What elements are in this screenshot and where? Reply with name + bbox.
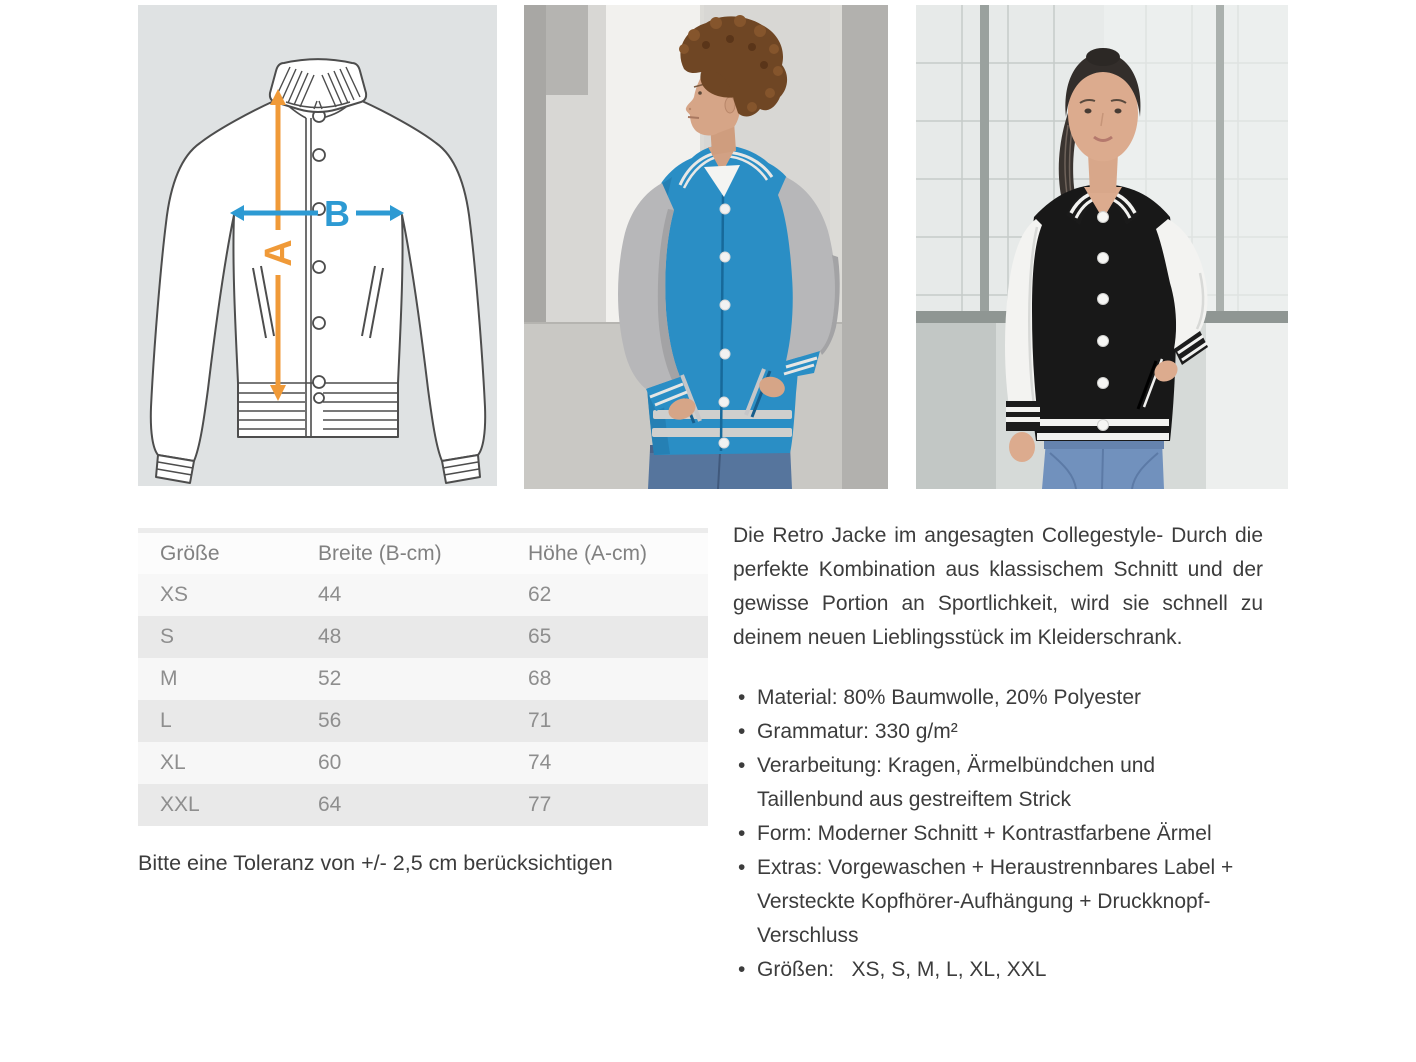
description-paragraph: Die Retro Jacke im angesagten Collegestyle- Durch die perfekte Kombination aus klassischem Schnitt und der gewisse Portion an Sportlichkeit, wird sie schnell zu deinem neuen Lieblingsstück im Kleiderschrank. bbox=[733, 524, 1263, 649]
cell-groesse: L bbox=[160, 709, 172, 732]
cell-hoehe: 68 bbox=[528, 667, 552, 690]
cell-breite: 44 bbox=[318, 583, 342, 606]
cell-groesse: M bbox=[160, 667, 178, 690]
feature-item: • Material: 80% Baumwolle, 20% Polyester bbox=[733, 681, 1263, 715]
feature-item: • Form: Moderner Schnitt + Kontrastfarbene Ärmel bbox=[733, 817, 1263, 851]
cell-hoehe: 77 bbox=[528, 793, 552, 816]
column-header-breite: Breite (B-cm) bbox=[318, 531, 528, 575]
size-table-row bbox=[138, 574, 708, 616]
size-table-row bbox=[138, 616, 708, 658]
product-photo-women bbox=[916, 5, 1288, 489]
feature-item: • Größen: XS, S, M, L, XL, XXL bbox=[733, 953, 1263, 987]
feature-item: • Grammatur: 330 g/m² bbox=[733, 715, 1263, 749]
size-diagram-image bbox=[138, 5, 497, 486]
photo-women-illustration bbox=[916, 5, 1288, 489]
column-header-hoehe: Höhe (A-cm) bbox=[528, 531, 708, 575]
size-table-row bbox=[138, 700, 708, 742]
size-table-row bbox=[138, 658, 708, 700]
feature-list bbox=[733, 681, 1263, 987]
measurement-label-b: B bbox=[324, 193, 350, 234]
cell-breite: 56 bbox=[318, 709, 342, 732]
cell-hoehe: 71 bbox=[528, 709, 552, 732]
tolerance-note: Bitte eine Toleranz von +/- 2,5 cm berücksichtigen bbox=[138, 851, 613, 875]
cell-breite: 48 bbox=[318, 625, 342, 648]
feature-item: • Verarbeitung: Kragen, Ärmelbündchen und Taillenbund aus gestreiftem Strick bbox=[733, 749, 1263, 817]
product-description bbox=[733, 519, 1263, 987]
cell-hoehe: 65 bbox=[528, 625, 552, 648]
photo-men-illustration bbox=[524, 5, 888, 489]
column-header-groesse: Größe bbox=[138, 531, 318, 575]
product-photo-men bbox=[524, 5, 888, 489]
size-table-header-row bbox=[138, 531, 708, 575]
feature-item: • Extras: Vorgewaschen + Heraustrennbares Label + Versteckte Kopfhörer-Aufhängung + Druckknopf-Verschluss bbox=[733, 851, 1263, 953]
cell-groesse: XS bbox=[160, 583, 189, 606]
cell-groesse: XL bbox=[160, 751, 186, 774]
cell-breite: 60 bbox=[318, 751, 342, 774]
size-table-row bbox=[138, 742, 708, 784]
size-table bbox=[138, 528, 708, 826]
college-jacket-diagram bbox=[138, 5, 497, 486]
cell-groesse: XXL bbox=[160, 793, 200, 816]
measurement-label-a: A bbox=[258, 239, 300, 267]
cell-breite: 52 bbox=[318, 667, 342, 690]
cell-groesse: S bbox=[160, 625, 175, 648]
size-table-row bbox=[138, 784, 708, 826]
cell-hoehe: 62 bbox=[528, 583, 552, 606]
cell-breite: 64 bbox=[318, 793, 342, 816]
cell-hoehe: 74 bbox=[528, 751, 552, 774]
